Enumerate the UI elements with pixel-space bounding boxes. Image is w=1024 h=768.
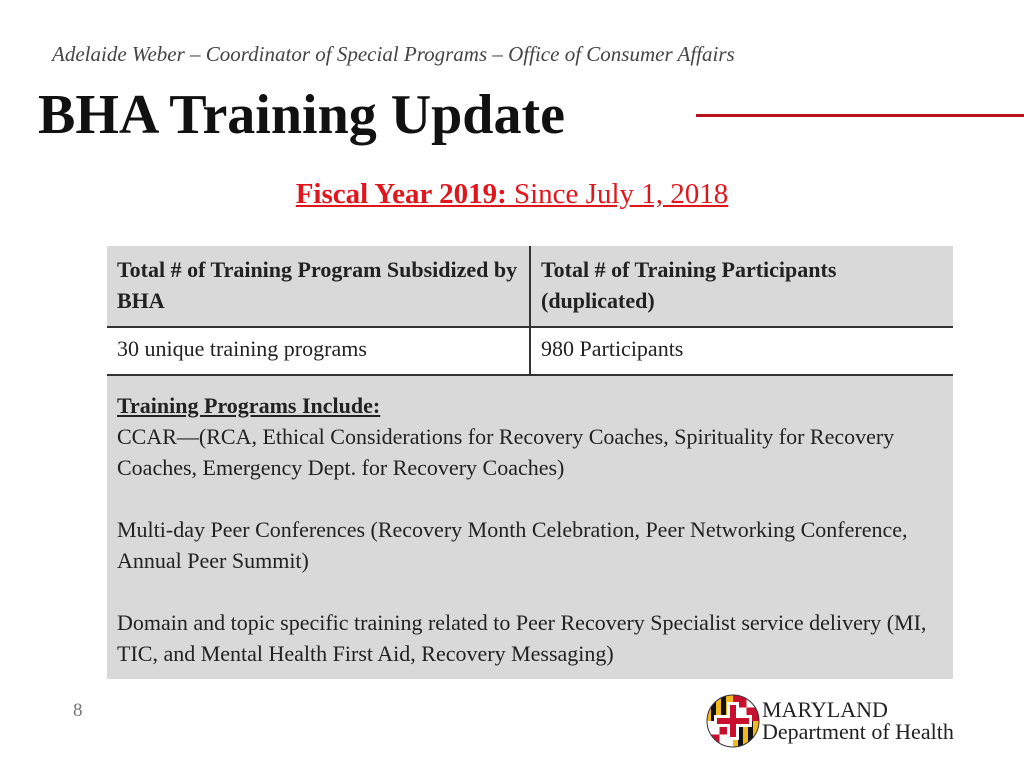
maryland-flag-seal-icon xyxy=(706,694,760,748)
training-summary-table xyxy=(107,246,953,679)
list-item: CCAR—(RCA, Ethical Considerations for Recovery Coaches, Spirituality for Recovery Coaches, Emergency Dept. for Recovery Coaches) xyxy=(117,424,895,480)
page-title: BHA Training Update xyxy=(38,84,565,146)
header-participants-count: Total # of Training Participants (duplicated) xyxy=(530,246,953,327)
org-name: MARYLAND xyxy=(762,697,888,722)
page-number: 8 xyxy=(73,700,83,721)
presenter-line: Adelaide Weber – Coordinator of Special Programs – Office of Consumer Affairs xyxy=(52,42,735,66)
table-header-row xyxy=(107,246,953,327)
fiscal-period: Since July 1, 2018 xyxy=(513,178,729,210)
fiscal-year-link[interactable] xyxy=(296,178,729,210)
fiscal-year-label: Fiscal Year 2019: xyxy=(295,178,507,210)
org-department: Department of Health xyxy=(762,719,954,744)
training-programs-row xyxy=(107,375,953,679)
programs-count-value: 30 unique training programs xyxy=(107,327,530,375)
header-programs-count: Total # of Training Program Subsidized by BHA xyxy=(107,246,530,327)
training-programs-cell xyxy=(107,375,953,679)
training-programs-heading: Training Programs Include: xyxy=(117,393,381,418)
list-item: Domain and topic specific training related to Peer Recovery Specialist service delivery (MI, TIC, and Mental Health First Aid, Recovery Messaging) xyxy=(117,610,927,666)
participants-count-value: 980 Participants xyxy=(530,327,953,375)
list-item: Multi-day Peer Conferences (Recovery Month Celebration, Peer Networking Conference, Annual Peer Summit) xyxy=(117,517,908,573)
fiscal-year-line[interactable] xyxy=(0,178,1024,211)
title-divider xyxy=(696,114,1024,117)
table-row xyxy=(107,327,953,375)
